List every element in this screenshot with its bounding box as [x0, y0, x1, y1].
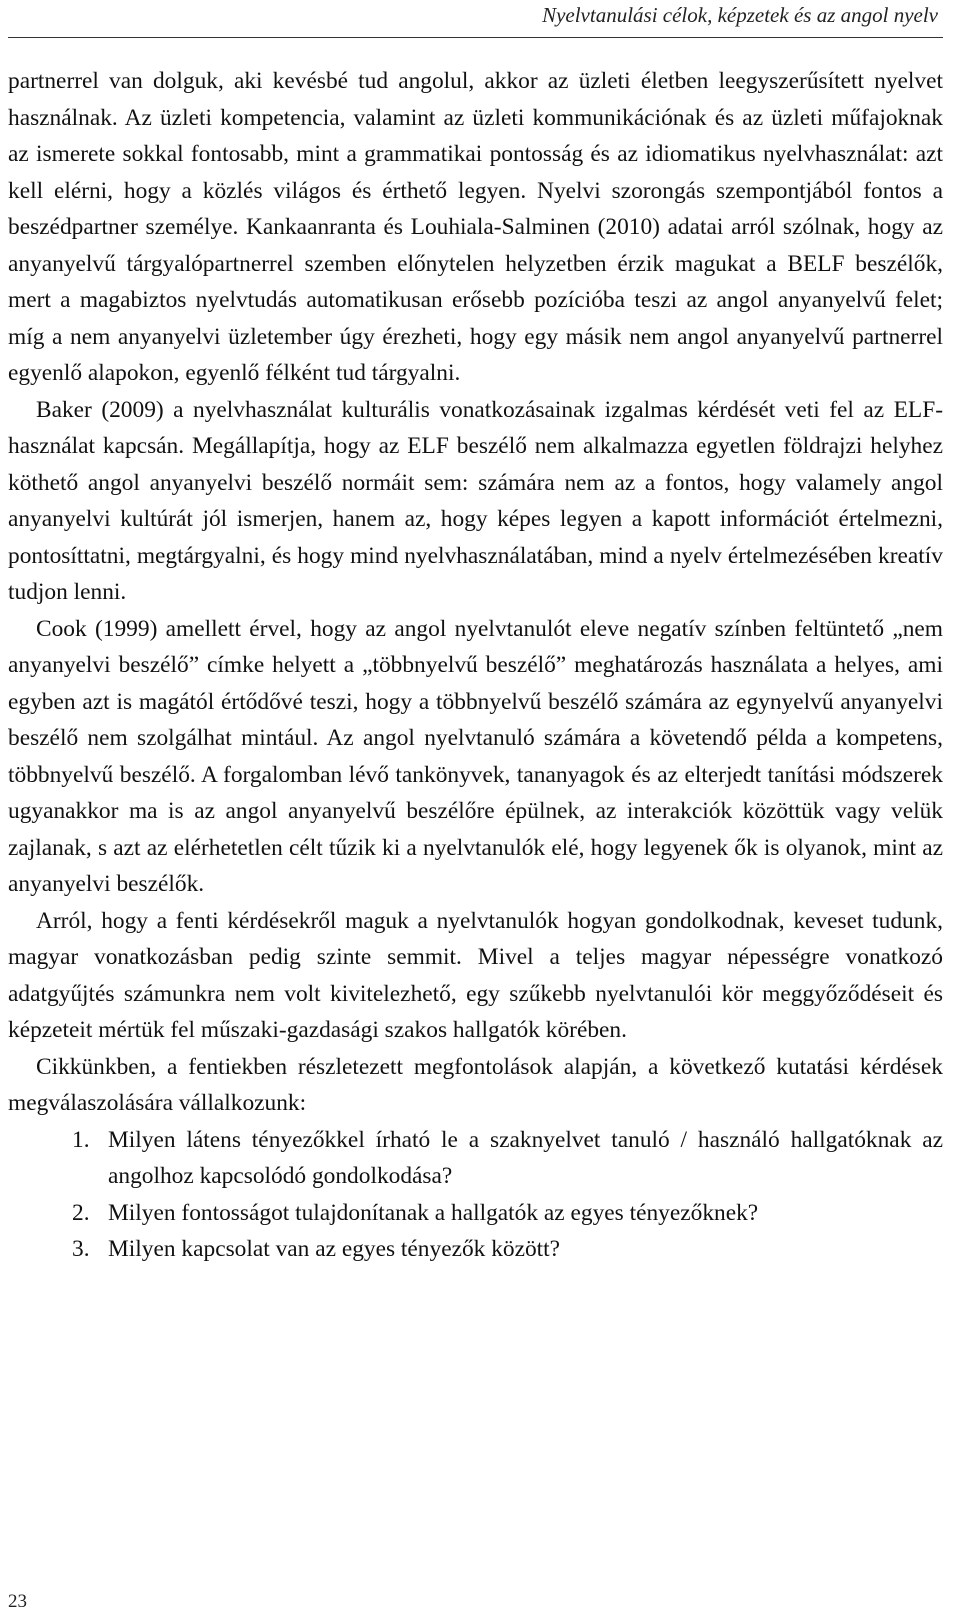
running-header: Nyelvtanulási célok, képzetek és az angol nyelv: [542, 3, 938, 27]
paragraph-4: Arról, hogy a fenti kérdésekről maguk a nyelvtanulók hogyan gondolkodnak, keveset tudunk, magyar vonatkozásban pedig szinte semmit. Mivel a teljes magyar népességre vonatkozó adatgyűjtés számunkra nem volt kivitelezhető, egy szűkebb nyelvtanulói kör meggyőződéseit és képzeteit mértük fel műszaki-gazdasági szakos hallgatók körében.: [8, 907, 943, 1043]
list-item-text: Milyen látens tényezőkkel írható le a szaknyelvet tanuló / használó hallgatóknak az angolhoz kapcsolódó gondolkodása?: [108, 1126, 943, 1189]
list-item: [8, 1195, 943, 1232]
paragraph-3: Cook (1999) amellett érvel, hogy az angol nyelvtanulót eleve negatív színben feltüntető „nem anyanyelvi beszélő” címke helyett a „többnyelvű beszélő” meghatározás használata a helyes, ami egyben azt is magától értődővé teszi, hogy a többnyelvű beszélő számára az egynyelvű anyanyelvi beszélő nem szolgálhat mintául. Az angol nyelvtanuló számára a követendő példa a kompetens, többnyelvű beszélő. A forgalomban lévő tankönyvek, tananyagok és az elterjedt tanítási módszerek ugyanakkor ma is az angol anyanyelvű beszélőre épülnek, az interakciók közöttük vagy velük zajlanak, s azt az elérhetetlen célt tűzik ki a nyelvtanulók elé, hogy legyenek ők is olyanok, mint az anyanyelvi beszélők.: [8, 615, 943, 897]
paragraph-5: Cikkünkben, a fentiekben részletezett megfontolások alapján, a következő kutatási kérdések megválaszolására vállalkozunk:: [8, 1053, 943, 1116]
list-item-text: Milyen kapcsolat van az egyes tényezők között?: [108, 1236, 561, 1262]
page-number: 23: [8, 1591, 27, 1612]
research-questions-list: [8, 1122, 943, 1268]
paragraph-2: Baker (2009) a nyelvhasználat kulturális vonatkozásainak izgalmas kérdését veti fel az ELF-használat kapcsán. Megállapítja, hogy az ELF beszélő nem alkalmazza egyetlen földrajzi helyhez köthető angol anyanyelvi beszélő normáit sem: számára nem az a fontos, hogy valamely angol anyanyelvi kultúrát jól ismerjen, hanem az, hogy képes legyen a kapott információt értelmezni, pontosíttatni, megtárgyalni, és hogy mind nyelvhasználatában, mind a nyelv értelmezésében kreatív tudjon lenni.: [8, 396, 943, 605]
body-text: [8, 63, 943, 1268]
list-item-text: Milyen fontosságot tulajdonítanak a hallgatók az egyes tényezőknek?: [108, 1199, 759, 1226]
list-item-number: 3.: [72, 1236, 90, 1262]
paragraph-1: partnerrel van dolguk, aki kevésbé tud angolul, akkor az üzleti életben leegyszerűsített nyelvet használnak. Az üzleti kompetencia, valamint az üzleti kommunikációnak és az üzleti műfajoknak az ismerete sokkal fontosabb, mint a grammatikai pontosság és az idiomatikus nyelvhasználat: azt kell elérni, hogy a közlés világos és érthető legyen. Nyelvi szorongás szempontjából fontos a beszédpartner személye. Kankaanranta és Louhiala-Salminen (2010) adatai arról szólnak, hogy az anyanyelvű tárgyalópartnerrel szemben előnytelen helyzetben érzik magukat a BELF beszélők, mert a magabiztos nyelvtudás automatikusan erősebb pozícióba teszi az angol anyanyelvű felet; míg a nem anyanyelvi üzletember úgy érezheti, hogy egy másik nem angol anyanyelvű partnerrel egyenlő alapokon, egyenlő félként tud tárgyalni.: [8, 68, 943, 386]
list-item: [8, 1231, 943, 1268]
list-item-number: 2.: [72, 1199, 90, 1226]
list-item-number: 1.: [72, 1126, 90, 1153]
header-divider: [8, 37, 943, 38]
list-item: [8, 1122, 943, 1195]
